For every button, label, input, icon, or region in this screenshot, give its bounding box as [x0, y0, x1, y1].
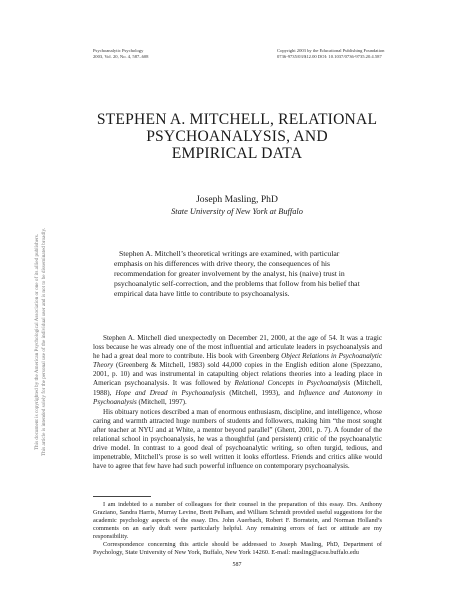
title-line-1: STEPHEN A. MITCHELL, RELATIONAL: [96, 111, 378, 128]
journal-header-left: [93, 48, 148, 59]
acknowledgment-note: I am indebted to a number of colleagues for their counsel in the preparation of this essay. Drs. Anthony Graziano, Sandra Harris, Murray Levine, Brett Pelham, and William Schmidt provided useful suggestions for the academic psychology aspects of the essay. Drs. John Auerbach, Robert F. Bornstein, and Norman Holland’s comments on an early draft were particularly helpful. Any remaining errors of fact or attitude are my responsibility.: [93, 501, 382, 541]
copyright-side-notice: [34, 216, 48, 468]
footnotes: [93, 501, 382, 557]
title-line-3: EMPIRICAL DATA: [171, 145, 303, 162]
journal-name: Psychoanalytic Psychology: [93, 48, 144, 53]
book-title: Object Relations in Psychoanalytic Theory: [93, 352, 382, 370]
author-name: Joseph Masling, PhD: [196, 194, 278, 205]
copyright-line: Copyright 2003 by the Educational Publishing Foundation: [277, 48, 385, 53]
journal-volume: 2003, Vol. 20, No. 4, 587–608: [93, 53, 149, 59]
book-title: Influence and Autonomy in Psychoanalysis: [93, 388, 382, 406]
journal-header-right: [277, 48, 384, 59]
side-notice-line-2: This article is intended solely for the personal use of the individual user and is not to be disseminated broadly.: [41, 227, 47, 457]
article-title: [80, 111, 394, 162]
article-body: [93, 334, 382, 471]
doi-line: 0736-9735/03/$12.00 DOI: 10.1037/0736-9735.20.4.587: [277, 53, 382, 59]
footnote-divider: [93, 496, 151, 497]
title-line-2: PSYCHOANALYSIS, AND: [146, 128, 328, 145]
book-title: Relational Concepts in Psychoanalysis: [234, 379, 351, 388]
body-paragraph-2: His obituary notices described a man of enormous enthusiasm, discipline, and intelligence, whose caring and warmth attracted huge numbers of students and followers, making him “the most sought after teacher at NYU and at White, a mentor beyond parallel” (Ghent, 2001, p. 7). A founder of the relational school in psychoanalysis, he was a thoughtful (and persistent) critic of the psychoanalytic drive model. In contrast to a good deal of psychoanalytic writing, so often turgid, tedious, and impenetrable, Mitchell’s prose is so well written it looks effortless. Friends and critics alike would have to agree that few have had such powerful influence on contemporary psychoanalysis.: [93, 407, 382, 471]
book-title: Hope and Dread in Psychoanalysis: [115, 388, 226, 397]
side-notice-line-1: This document is copyrighted by the American Psychological Association or one of its allied publishers.: [34, 233, 40, 451]
abstract-text: Stephen A. Mitchell’s theoretical writings are examined, with particular emphasis on his differences with drive theory, the consequences of his recommendation for greater involvement by the analyst, his (naive) trust in psychoanalytic self-correction, and the problems that follow from his belief that empirical data have little to contribute to psychoanalysis.: [114, 249, 360, 299]
page-number: 587: [232, 562, 242, 568]
correspondence-note: Correspondence concerning this article should be addressed to Joseph Masling, PhD, Department of Psychology, State University of New York, Buffalo, New York 14260. E-mail: masling@acsu.buffalo.edu: [93, 541, 382, 557]
abstract: [114, 249, 368, 299]
author-affiliation: State University of New York at Buffalo: [171, 207, 303, 216]
body-paragraph-1: Stephen A. Mitchell died unexpectedly on December 21, 2000, at the age of 54. It was a tragic loss because he was already one of the most influential and articulate leaders in psychoanalysis and he had a great deal more to contribute. His book with Greenberg Object Relations in Psychoanalytic Theory (Greenberg & Mitchell, 1983) sold 44,000 copies in the English edition alone (Spezzano, 2001, p. 10) and was instrumental in catapulting object relations theories into a leading place in American psychoanalysis. It was followed by Relational Concepts in Psychoanalysis (Mitchell, 1988), Hope and Dread in Psychoanalysis (Mitchell, 1993), and Influence and Autonomy in Psychoanalysis (Mitchell, 1997).: [93, 334, 382, 406]
